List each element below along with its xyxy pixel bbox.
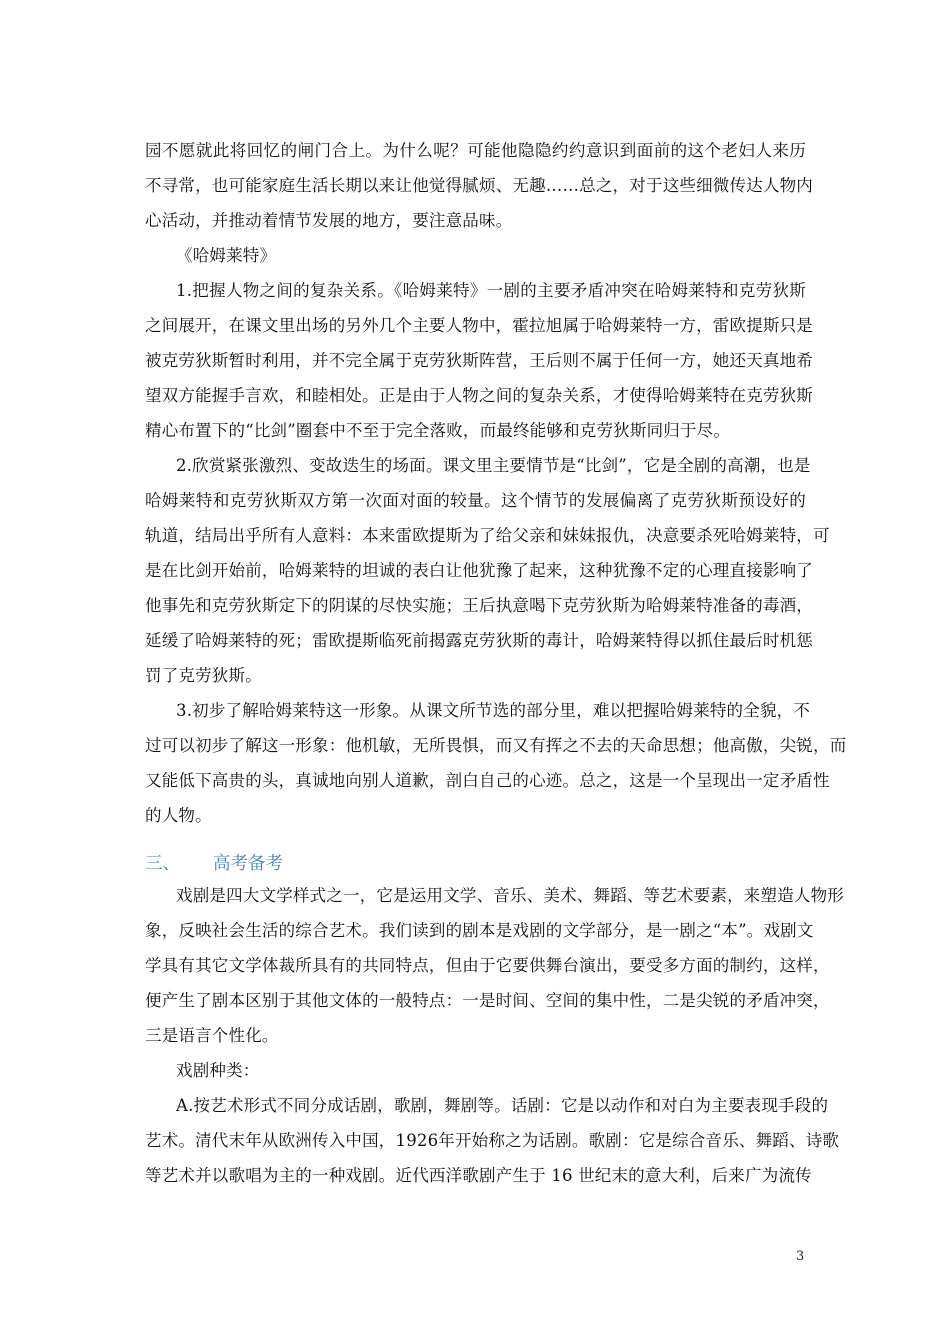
section-number: 三、 [145,854,180,874]
text-line: 又能低下高贵的头，真诚地向别人道歉，剖白自己的心迹。总之，这是一个呈现出一定矛盾性 [145,771,830,790]
text-line: 3.初步了解哈姆莱特这一形象。从课文所节选的部分里，难以把握哈姆莱特的全貌，不 [176,701,811,720]
text-line: 延缓了哈姆莱特的死；雷欧提斯临死前揭露克劳狄斯的毒计，哈姆莱特得以抓住最后时机惩 [145,631,813,650]
text-line: 学具有其它文学体裁所具有的共同特点，但由于它要供舞台演出，要受多方面的制约，这样， [145,956,830,975]
text-line: 望双方能握手言欢，和睦相处。正是由于人物之间的复杂关系，才使得哈姆莱特在克劳狄斯 [145,386,813,405]
text-line: 心活动，并推动着情节发展的地方，要注意品味。 [145,211,513,230]
text-line: 艺术。清代末年从欧洲传入中国，1926年开始称之为话剧。歌剧：它是综合音乐、舞蹈、诗歌 [145,1131,840,1150]
text-line: 轨道，结局出乎所有人意料：本来雷欧提斯为了给父亲和妹妹报仇，决意要杀死哈姆莱特，可 [145,526,830,545]
text-line: 便产生了剧本区别于其他文体的一般特点：一是时间、空间的集中性，二是尖锐的矛盾冲突， [145,991,830,1010]
text-line: 被克劳狄斯暂时利用，并不完全属于克劳狄斯阵营，王后则不属于任何一方，她还天真地希 [145,351,813,370]
text-line: 园不愿就此将回忆的闸门合上。为什么呢？可能他隐隐约约意识到面前的这个老妇人来历 [145,141,806,160]
text-line: 过可以初步了解这一形象：他机敏，无所畏惧，而又有挥之不去的天命思想；他高傲，尖锐，而 [145,736,847,755]
text-line: 他事先和克劳狄斯定下的阴谋的尽快实施；王后执意喝下克劳狄斯为哈姆莱特准备的毒酒， [145,596,813,615]
text-line: 戏剧是四大文学样式之一，它是运用文学、音乐、美术、舞蹈、等艺术要素，来塑造人物形 [176,886,844,905]
text-line: 精心布置下的“比剑”圈套中不至于完全落败，而最终能够和克劳狄斯同归于尽。 [145,421,731,440]
subheading: 《哈姆莱特》 [176,246,277,265]
text-line: 是在比剑开始前，哈姆莱特的坦诚的表白让他犹豫了起来，这种犹豫不定的心理直接影响了 [145,561,813,580]
text-line: 三是语言个性化。 [145,1026,279,1045]
text-line: 罚了克劳狄斯。 [145,666,262,685]
text-line: 等艺术并以歌唱为主的一种戏剧。近代西洋歌剧产生于 16 世纪末的意大利，后来广为流传 [145,1166,812,1185]
page-number: 3 [796,1249,805,1264]
text-line: 2.欣赏紧张激烈、变故迭生的场面。课文里主要情节是“比剑”，它是全剧的高潮，也是 [176,456,811,475]
section-title: 高考备考 [213,854,283,874]
text-line: 戏剧种类： [176,1061,260,1080]
text-line: 之间展开，在课文里出场的另外几个主要人物中，霍拉旭属于哈姆莱特一方，雷欧提斯只是 [145,316,813,335]
text-line: A.按艺术形式不同分成话剧，歌剧，舞剧等。话剧：它是以动作和对白为主要表现手段的 [176,1096,829,1115]
text-line: 不寻常，也可能家庭生活长期以来让他觉得腻烦、无趣……总之，对于这些细微传达人物内 [145,176,813,195]
text-line: 象，反映社会生活的综合艺术。我们读到的剧本是戏剧的文学部分，是一剧之“本”。戏剧文 [145,921,814,940]
text-line: 1.把握人物之间的复杂关系。《哈姆莱特》一剧的主要矛盾冲突在哈姆莱特和克劳狄斯 [176,281,806,300]
text-line: 哈姆莱特和克劳狄斯双方第一次面对面的较量。这个情节的发展偏离了克劳狄斯预设好的 [145,491,806,510]
section-heading [145,850,283,875]
text-line: 的人物。 [145,806,212,825]
